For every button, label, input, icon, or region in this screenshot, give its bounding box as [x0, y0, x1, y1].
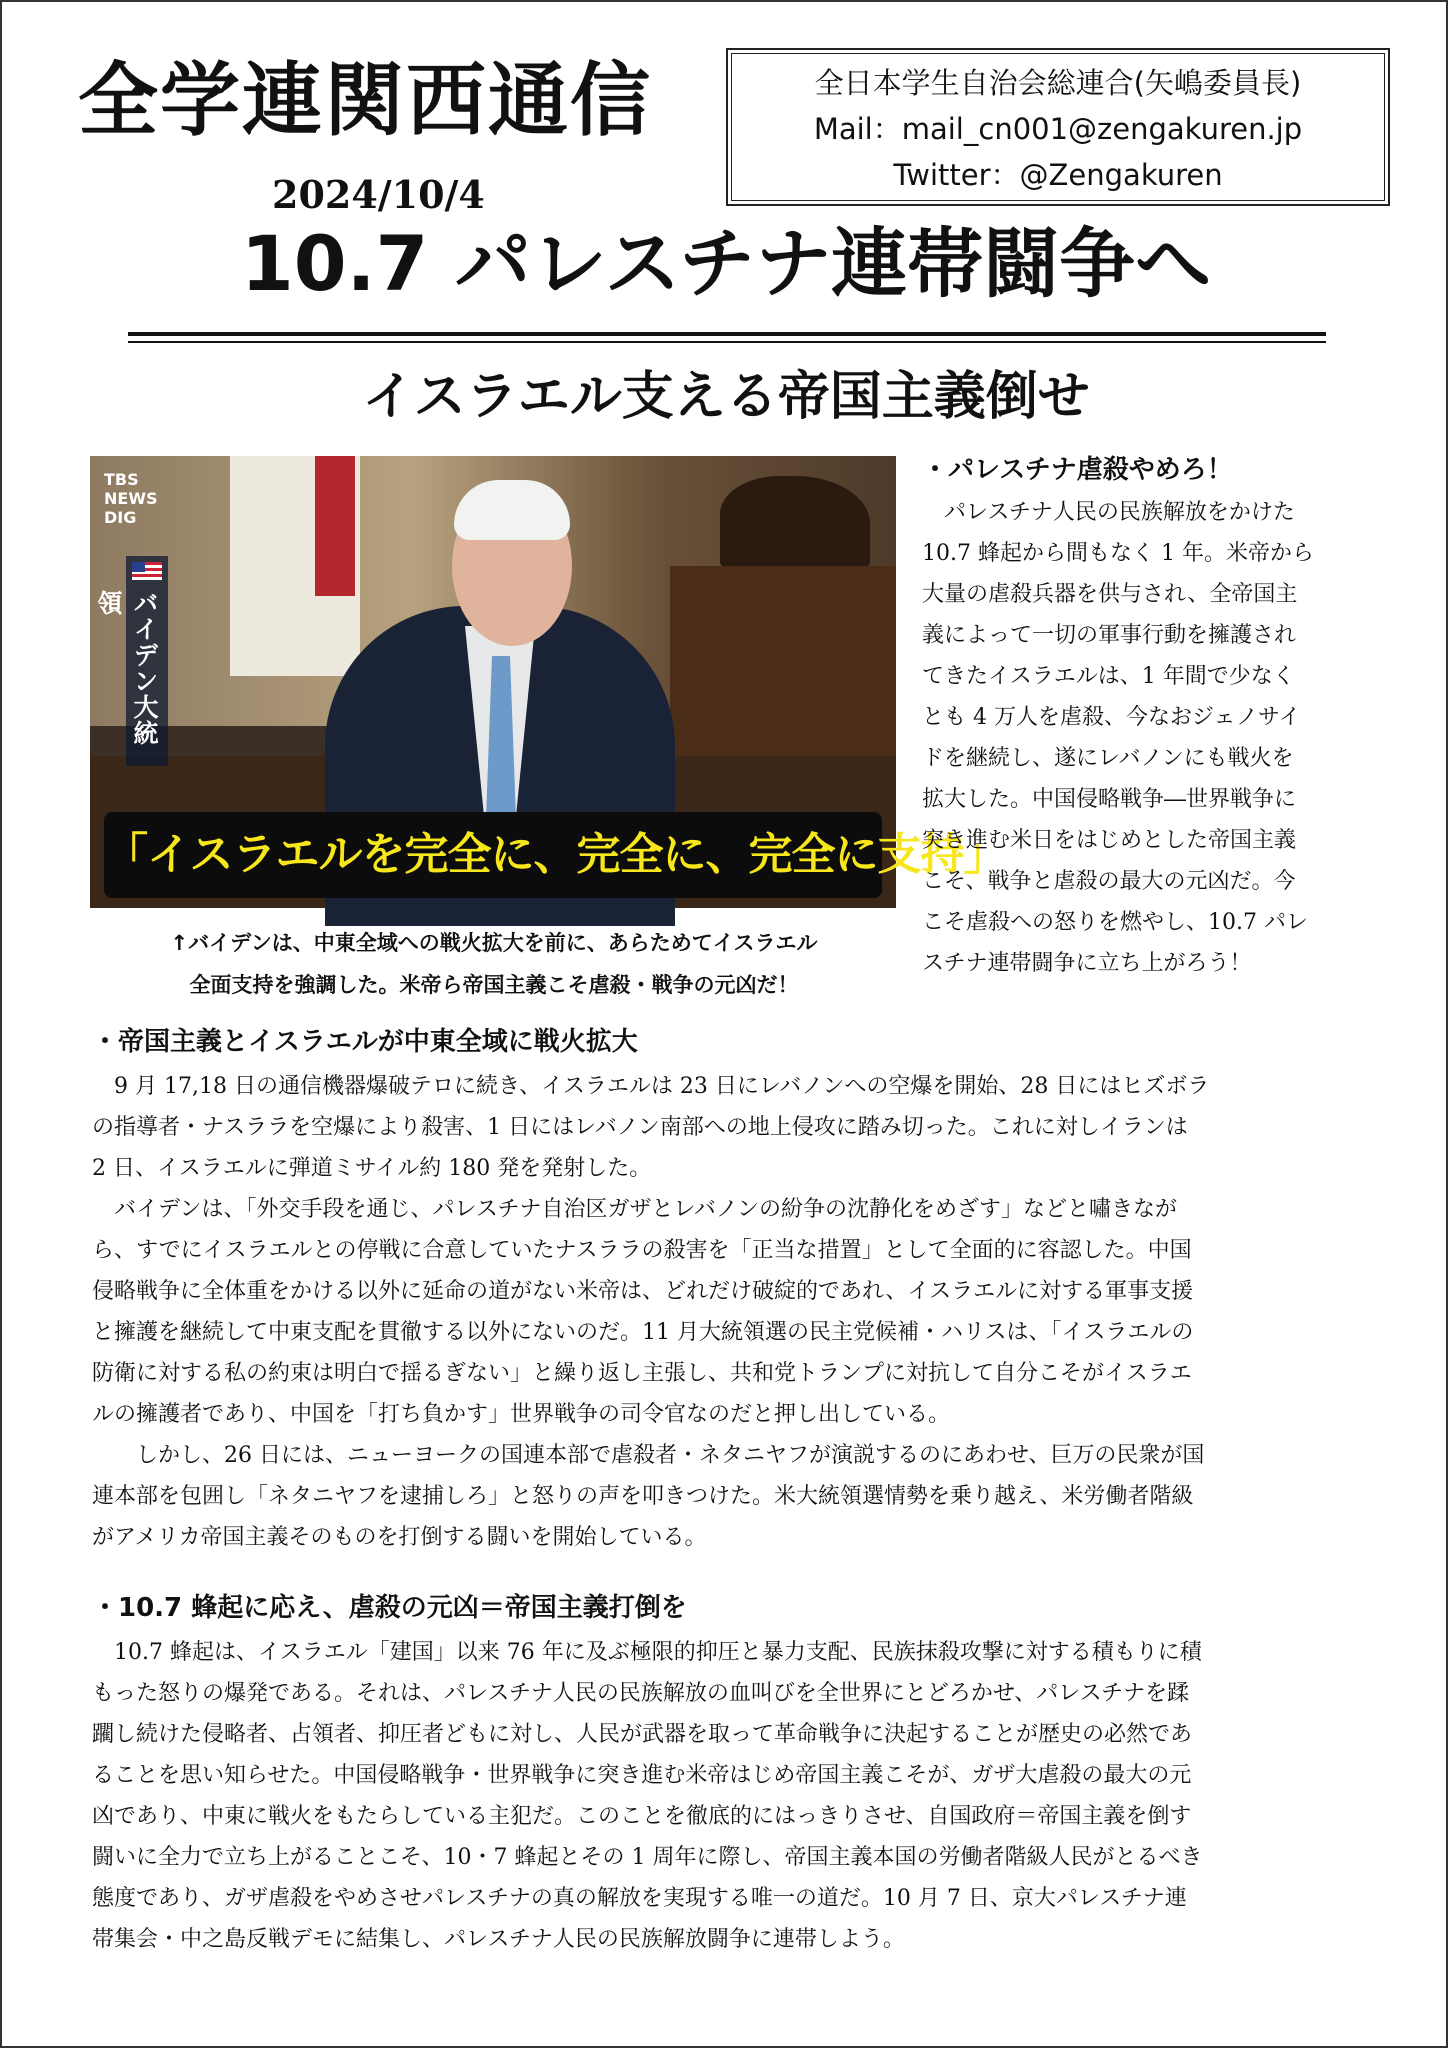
side-article-line: 突き進む米日をはじめとした帝国主義: [922, 828, 1297, 853]
section2-line: 躙し続けた侵略者、占領者、抑圧者どもに対し、人民が武器を取って革命戦争に決起することが歴史の必然であ: [92, 1722, 1193, 1747]
side-article-line: てきたイスラエルは、1 年間で少なく: [922, 664, 1295, 689]
section1-body: [92, 1066, 1372, 1558]
section1-line: ら、すでにイスラエルとの停戦に合意していたナスララの殺害を「正当な措置」として全面的に容認した。中国: [92, 1238, 1192, 1263]
news-photo: [90, 456, 1007, 908]
section2-body: [92, 1632, 1372, 1960]
section2-line: もった怒りの爆発である。それは、パレスチナ人民の民族解放の血叫びを全世界にとどろかせ、パレスチナを蹂: [92, 1681, 1190, 1706]
section1-line: 連本部を包囲し「ネタニヤフを逮捕しろ」と怒りの声を叩きつけた。米大統領選情勢を乗り越え、米労働者階級: [92, 1484, 1194, 1509]
side-article-title: ・パレスチナ虐殺やめろ！: [922, 455, 1233, 485]
side-article-body: [922, 492, 1362, 984]
us-flag-icon: [132, 562, 162, 580]
contact-mail: Mail：mail_cn001@zengakuren.jp: [813, 112, 1303, 146]
section2-line: 帯集会・中之島反戦デモに結集し、パレスチナ人民の民族解放闘争に連帯しよう。: [92, 1927, 905, 1952]
logo-line-1: TBS: [104, 470, 139, 489]
side-article-line: スチナ連帯闘争に立ち上がろう！: [922, 951, 1252, 976]
side-article-line: こそ虐殺への怒りを燃やし、10.7 パレ: [922, 910, 1308, 935]
headline: 10.7 パレスチナ連帯闘争へ: [240, 219, 1212, 308]
logo-line-3: DIG: [104, 508, 137, 527]
section2-line: 態度であり、ガザ虐殺をやめさせパレスチナの真の解放を実現する唯一の道だ。10 月 7 日、京大パレスチナ連: [92, 1886, 1187, 1911]
contact-box: [726, 48, 1390, 206]
issue-date: 2024/10/4: [272, 172, 485, 217]
logo-line-2: NEWS: [104, 489, 158, 508]
contact-org: 全日本学生自治会総連合(矢嶋委員長): [814, 66, 1302, 100]
masthead-title: 全学連関西通信: [78, 53, 652, 147]
section1-line: 侵略戦争に全体重をかける以外に延命の道がない米帝は、どれだけ破綻的であれ、イスラエルに対する軍事支援: [92, 1279, 1194, 1304]
subheadline: イスラエル支える帝国主義倒せ: [362, 367, 1090, 427]
speaker-badge: [94, 556, 168, 766]
photo-flag-stripe: [315, 456, 355, 596]
photo-statue: [720, 476, 870, 571]
section1-line: 防衛に対する私の約束は明白で揺るぎない」と繰り返し主張し、共和党トランプに対抗して自分こそがイスラエ: [92, 1361, 1192, 1386]
side-article-line: パレスチナ人民の民族解放をかけた: [922, 500, 1295, 525]
headline-rule-thick: [128, 332, 1326, 336]
section2-line: 闘いに全力で立ち上がることこそ、10・7 蜂起とその 1 周年に際し、帝国主義本国の労働者階級人民がとるべき: [92, 1845, 1203, 1870]
photo-caption: [92, 922, 896, 1006]
section1-line: の指導者・ナスララを空爆により殺害、1 日にはレバノン南部への地上侵攻に踏み切った。これに対しイランは: [92, 1115, 1188, 1140]
section1-title: ・帝国主義とイスラエルが中東全域に戦火拡大: [92, 1027, 638, 1057]
photo-caption-line: 全面支持を強調した。米帝ら帝国主義こそ虐殺・戦争の元凶だ！: [189, 973, 799, 997]
headline-rule-thin: [128, 341, 1326, 343]
side-article-line: 拡大した。中国侵略戦争―世界戦争に: [922, 787, 1297, 812]
side-article-line: とも 4 万人を虐殺、今なおジェノサイ: [922, 705, 1301, 730]
section1-line: しかし、26 日には、ニューヨークの国連本部で虐殺者・ネタニヤフが演説するのにあわせ、巨万の民衆が国: [92, 1443, 1205, 1468]
side-article-line: 義によって一切の軍事行動を擁護され: [922, 623, 1297, 648]
section2-line: ることを思い知らせた。中国侵略戦争・世界戦争に突き進む米帝はじめ帝国主義こそが、ガザ大虐殺の最大の元: [92, 1763, 1192, 1788]
tbs-news-logo: [104, 470, 164, 527]
section2-line: 10.7 蜂起は、イスラエル「建国」以来 76 年に及ぶ極限的抑圧と暴力支配、民族抹殺攻撃に対する積もりに積: [92, 1640, 1202, 1665]
side-article-line: ドを継続し、遂にレバノンにも戦火を: [922, 746, 1294, 771]
photo-caption-line: ↑バイデンは、中東全域への戦火拡大を前に、あらためてイスラエル: [170, 931, 818, 955]
section1-line: と擁護を継続して中東支配を貫徹する以外にないのだ。11 月大統領選の民主党候補・ハリスは、「イスラエルの: [92, 1320, 1194, 1345]
section2-title: ・10.7 蜂起に応え、虐殺の元凶＝帝国主義打倒を: [92, 1593, 687, 1623]
side-article-line: こそ、戦争と虐殺の最大の元凶だ。今: [922, 869, 1296, 894]
section1-line: 2 日、イスラエルに弾道ミサイル約 180 発を発射した。: [92, 1156, 652, 1181]
section1-line: 9 月 17,18 日の通信機器爆破テロに続き、イスラエルは 23 日にレバノンへの空爆を開始、28 日にはヒズボラ: [92, 1074, 1210, 1099]
contact-twitter: Twitter：@Zengakuren: [893, 158, 1223, 192]
section1-line: バイデンは、「外交手段を通じ、パレスチナ自治区ガザとレバノンの紛争の沈静化をめざす」などと嘯きなが: [92, 1197, 1178, 1222]
photo-person-hair: [454, 480, 570, 540]
section2-line: 凶であり、中東に戦火をもたらしている主犯だ。このことを徹底的にはっきりさせ、自国政府＝帝国主義を倒す: [92, 1804, 1192, 1829]
side-article-line: 10.7 蜂起から間もなく 1 年。米帝から: [922, 541, 1314, 566]
section1-line: がアメリカ帝国主義そのものを打倒する闘いを開始している。: [92, 1525, 707, 1550]
section1-line: ルの擁護者であり、中国を「打ち負かす」世界戦争の司令官なのだと押し出している。: [92, 1402, 951, 1427]
speaker-label: バイデン大統領: [94, 590, 159, 746]
photo-caption-strip: 「イスラエルを完全に、完全に、完全に支持」: [104, 812, 882, 898]
side-article-line: 大量の虐殺兵器を供与され、全帝国主: [922, 582, 1298, 607]
